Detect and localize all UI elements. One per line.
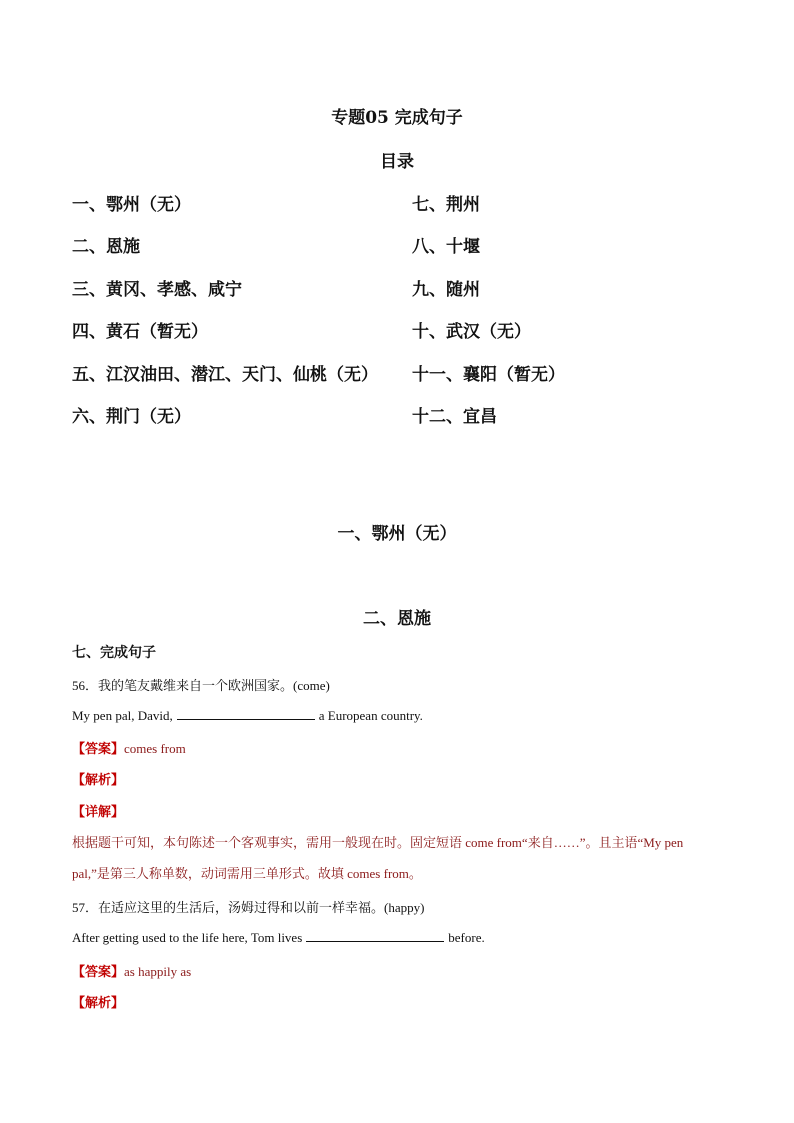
toc-item[interactable]: 八、十堰: [412, 237, 480, 257]
toc-item[interactable]: 十一、襄阳（暂无）: [412, 365, 565, 385]
toc-item[interactable]: 十二、宜昌: [412, 407, 497, 427]
analysis-tag: 【解析】: [72, 772, 125, 787]
question-prompt: 56．我的笔友戴维来自一个欧洲国家。(come): [72, 678, 330, 693]
question-sentence: [72, 707, 423, 724]
answer-blank[interactable]: [306, 929, 444, 942]
toc-item[interactable]: 十、武汉（无）: [412, 322, 531, 342]
analysis-line: [72, 992, 124, 1011]
detail-line: [72, 801, 124, 820]
sentence-part: before.: [448, 930, 485, 945]
answer-blank[interactable]: [177, 707, 315, 720]
toc-item[interactable]: 六、荆门（无）: [72, 407, 191, 427]
section-heading: 二、恩施: [363, 609, 431, 629]
answer-tag: 【答案】: [72, 964, 125, 979]
analysis-line: [72, 769, 124, 788]
toc-item[interactable]: 二、恩施: [72, 237, 140, 257]
toc-item[interactable]: 四、黄石（暂无）: [72, 322, 208, 342]
analysis-tag: 【解析】: [72, 995, 125, 1010]
section-heading: 一、鄂州（无）: [337, 524, 457, 544]
sentence-part: My pen pal, David,: [72, 708, 173, 723]
answer-text: as happily as: [124, 964, 192, 979]
detail-text: 根据题干可知，本句陈述一个客观事实，需用一般现在时。固定短语 come from“来自……”。且主语“My pen pal,”是第三人称单数，动词需用三单形式。故填 comes from。: [72, 835, 684, 881]
document-title: 专题05 完成句子: [331, 108, 463, 128]
answer-line: [72, 738, 186, 757]
toc-item[interactable]: 五、江汉油田、潜江、天门、仙桃（无）: [72, 365, 378, 385]
toc-item[interactable]: 一、鄂州（无）: [72, 195, 191, 215]
question-prompt: 57．在适应这里的生活后，汤姆过得和以前一样幸福。(happy): [72, 900, 425, 915]
toc-item[interactable]: 三、黄冈、孝感、咸宁: [72, 280, 242, 300]
answer-line: [72, 961, 191, 980]
detail-tag: 【详解】: [72, 804, 125, 819]
answer-text: comes from: [124, 741, 186, 756]
answer-tag: 【答案】: [72, 741, 125, 756]
question-sentence: [72, 929, 485, 946]
sentence-part: After getting used to the life here, Tom lives: [72, 930, 303, 945]
toc-item[interactable]: 七、荆州: [412, 195, 480, 215]
toc-item[interactable]: 九、随州: [412, 280, 480, 300]
subsection-heading: 七、完成句子: [72, 645, 156, 661]
toc-heading: 目录: [380, 152, 414, 172]
sentence-part: a European country.: [318, 708, 423, 723]
